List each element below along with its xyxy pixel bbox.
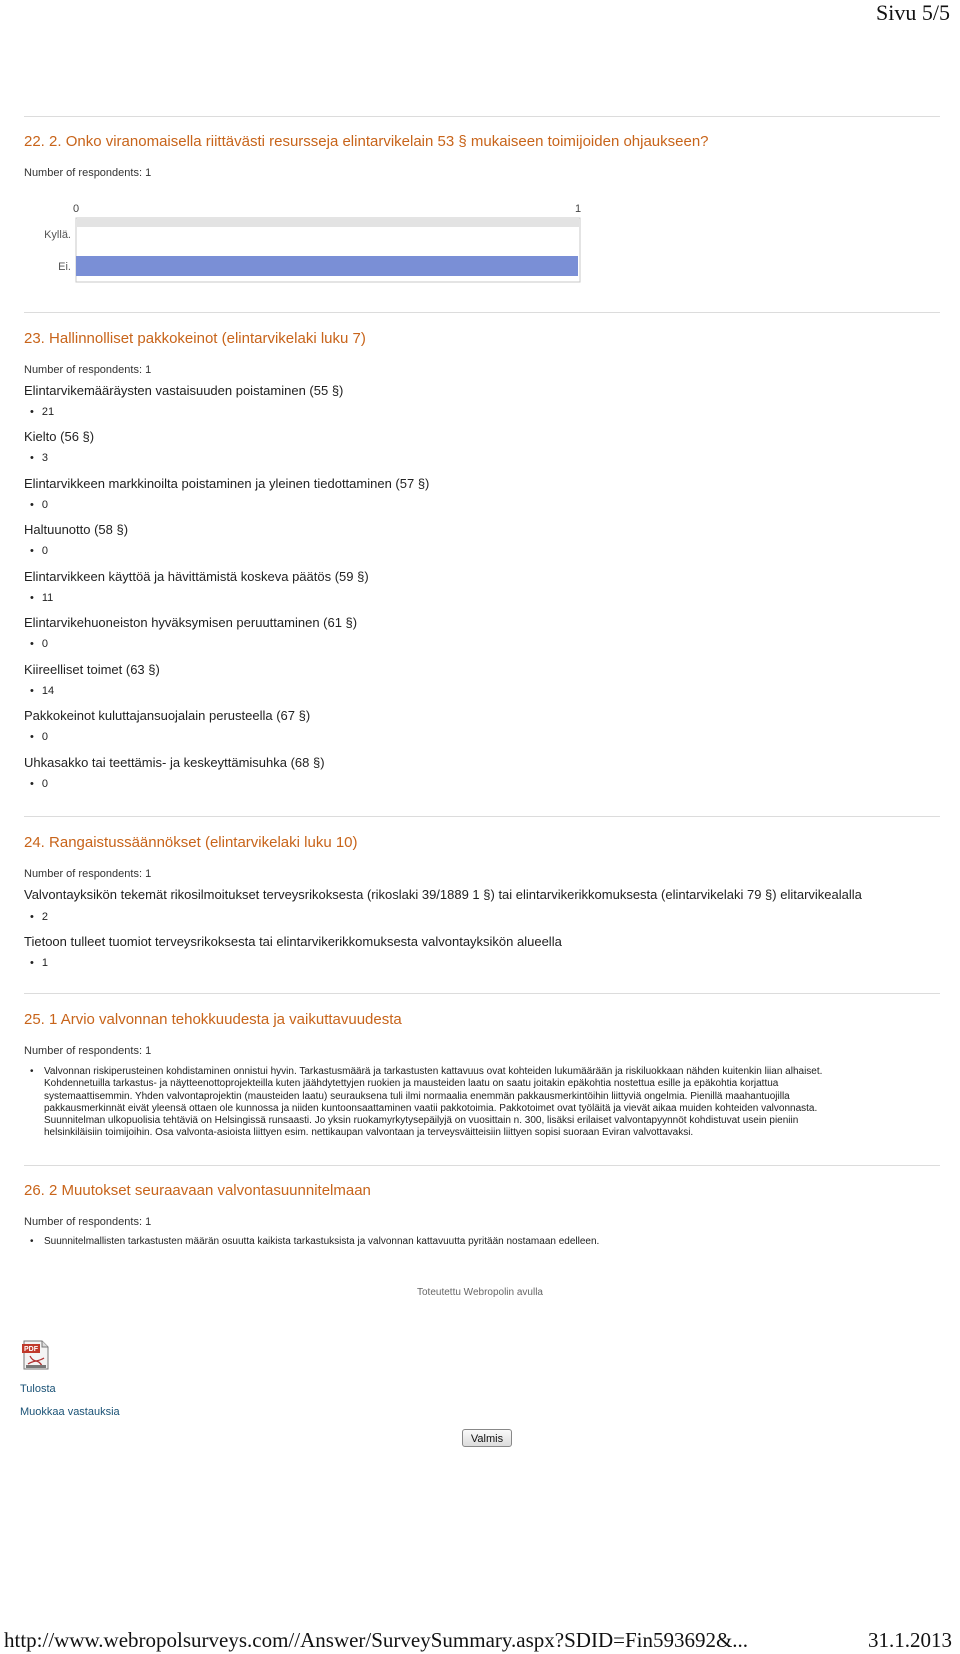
done-button[interactable]: Valmis	[462, 1429, 512, 1447]
q23-option-label: Haltuunotto (58 §)	[24, 522, 129, 537]
question-26-title: 26. 2 Muutokset seuraavaan valvontasuunnitelmaan	[24, 1182, 371, 1199]
q26-answer	[30, 1236, 920, 1248]
divider	[24, 1165, 940, 1166]
answer-line: Suunnitelmallisten tarkastusten määrän osuutta kaikista tarkastuksista ja valvonnan kattavuutta pyritään nostamaan edelleen.	[44, 1236, 600, 1247]
respondents-count: Number of respondents: 1	[24, 364, 152, 376]
answer-line: systemaattisemmin. Yhden valvontaprojektin (mausteiden laatu) seurauksena tuli ilmi normaalia enemmän pakkausmerkintöihin liittyviä ongelmia. Pienillä maahantuojilla	[44, 1090, 790, 1102]
x-tick-label: 1	[574, 203, 582, 215]
x-tick-label: 0	[72, 203, 80, 215]
answer-line: helsinkiläisiin toimijoihin. Osa valvonta-asioista liittyen esim. nettikaupan valvontaan ja terveysväitteisiin liittyen sopisi suoraan Eviran valvottavaksi.	[44, 1127, 694, 1139]
q23-option-value: • 11	[30, 592, 53, 604]
browser-footer	[0, 1628, 960, 1654]
bar	[76, 256, 578, 276]
q23-option-value: • 0	[30, 778, 48, 790]
divider	[24, 993, 940, 994]
category-label: Ei.	[58, 261, 71, 273]
q23-option-label: Pakkokeinot kuluttajansuojalain perusteella (67 §)	[24, 708, 311, 723]
q23-option-label: Elintarvikehuoneiston hyväksymisen peruuttaminen (61 §)	[24, 615, 358, 630]
bullet-icon: •	[30, 1236, 34, 1247]
q25-answer	[30, 1066, 920, 1140]
divider	[24, 116, 940, 117]
answer-line: Suunnitelman ulkopuolisia tehtäviä on Helsingissä runsaasti. Jo yksin ruokamyrkytysepäilyjä on vuosittain n. 300, lisäksi erilaiset valvontapyynnöt kohdistuvat usein pieniin	[44, 1115, 799, 1127]
q22-bar-chart	[40, 200, 580, 290]
page-number: Sivu 5/5	[876, 0, 950, 25]
q23-option-value: • 0	[30, 499, 48, 511]
question-23-title: 23. Hallinnolliset pakkokeinot (elintarvikelaki luku 7)	[24, 330, 366, 347]
question-24-title: 24. Rangaistussäännökset (elintarvikelaki luku 10)	[24, 834, 358, 851]
q23-option-label: Elintarvikkeen markkinoilta poistaminen ja yleinen tiedottaminen (57 §)	[24, 476, 430, 491]
q23-option-value: • 0	[30, 731, 48, 743]
respondents-count: Number of respondents: 1	[24, 1216, 152, 1228]
q23-option-label: Elintarvikemääräysten vastaisuuden poistaminen (55 §)	[24, 383, 344, 398]
divider	[24, 816, 940, 817]
bullet-icon: •	[30, 1066, 34, 1077]
print-link[interactable]: Tulosta	[20, 1383, 56, 1395]
pdf-icon[interactable]	[22, 1340, 50, 1370]
edit-answers-link[interactable]: Muokkaa vastauksia	[20, 1406, 120, 1418]
q23-option-value: • 0	[30, 638, 48, 650]
divider	[24, 312, 940, 313]
answer-line: Valvonnan riskiperusteinen kohdistaminen onnistui hyvin. Tarkastusmäärä ja tarkastusten kattavuus ovat kohteiden lukumäärään ja riskiluokkaan nähden kuitenkin liian alhaiset.	[44, 1066, 823, 1077]
q24-option-value: • 2	[30, 911, 48, 923]
q23-option-value: • 14	[30, 685, 54, 697]
q23-option-label: Uhkasakko tai teettämis- ja keskeyttämisuhka (68 §)	[24, 755, 325, 770]
q24-option-label: Tietoon tulleet tuomiot terveysrikoksesta tai elintarvikerikkomuksesta valvontayksikön alueella	[24, 934, 562, 949]
q24-option-label: Valvontayksikön tekemät rikosilmoitukset terveysrikoksesta (rikoslaki 39/1889 1 §) tai elintarvikerikkomuksesta (elintarvikelaki 79 §) elitarvikealalla	[24, 887, 862, 902]
answer-line: Kohdennetuilla tarkastus- ja näytteenottoprojekteilla kuten jäähdytettyjen ruokien ja mausteiden laatu on saatu joitakin epäkohtia nostettua esille ja epäkohtia korjattua	[44, 1078, 779, 1090]
svg-text:PDF: PDF	[24, 1346, 38, 1353]
q23-option-label: Kielto (56 §)	[24, 429, 95, 444]
print-date: 31.1.2013	[868, 1628, 952, 1652]
powered-by-link[interactable]: Toteutettu Webropolin avulla	[416, 1287, 543, 1298]
page-url: http://www.webropolsurveys.com//Answer/SurveySummary.aspx?SDID=Fin593692&...	[4, 1628, 749, 1652]
q23-option-value: • 3	[30, 452, 48, 464]
question-22-title: 22. 2. Onko viranomaisella riittävästi resursseja elintarvikelain 53 § mukaiseen toimijoiden ohjaukseen?	[24, 133, 709, 150]
q23-option-label: Elintarvikkeen käyttöä ja hävittämistä koskeva päätös (59 §)	[24, 569, 369, 584]
answer-line: pakkausmerkinnät eivät yleensä ottaen ole kunnossa ja niiden kuntoonsaattaminen vaatii pakkotoimia. Pakkotoimet ovat työläitä ja vievät aikaa muiden kohteiden valvonnasta.	[44, 1102, 818, 1114]
q23-option-value: • 0	[30, 545, 48, 557]
question-25-title: 25. 1 Arvio valvonnan tehokkuudesta ja vaikuttavuudesta	[24, 1011, 402, 1028]
q23-option-label: Kiireelliset toimet (63 §)	[24, 662, 160, 677]
respondents-count: Number of respondents: 1	[24, 167, 152, 179]
q24-option-value: • 1	[30, 957, 48, 969]
q23-option-value: • 21	[30, 406, 54, 418]
plot-shade	[77, 219, 579, 227]
respondents-count: Number of respondents: 1	[24, 868, 152, 880]
respondents-count: Number of respondents: 1	[24, 1045, 152, 1057]
category-label: Kyllä.	[44, 229, 71, 241]
